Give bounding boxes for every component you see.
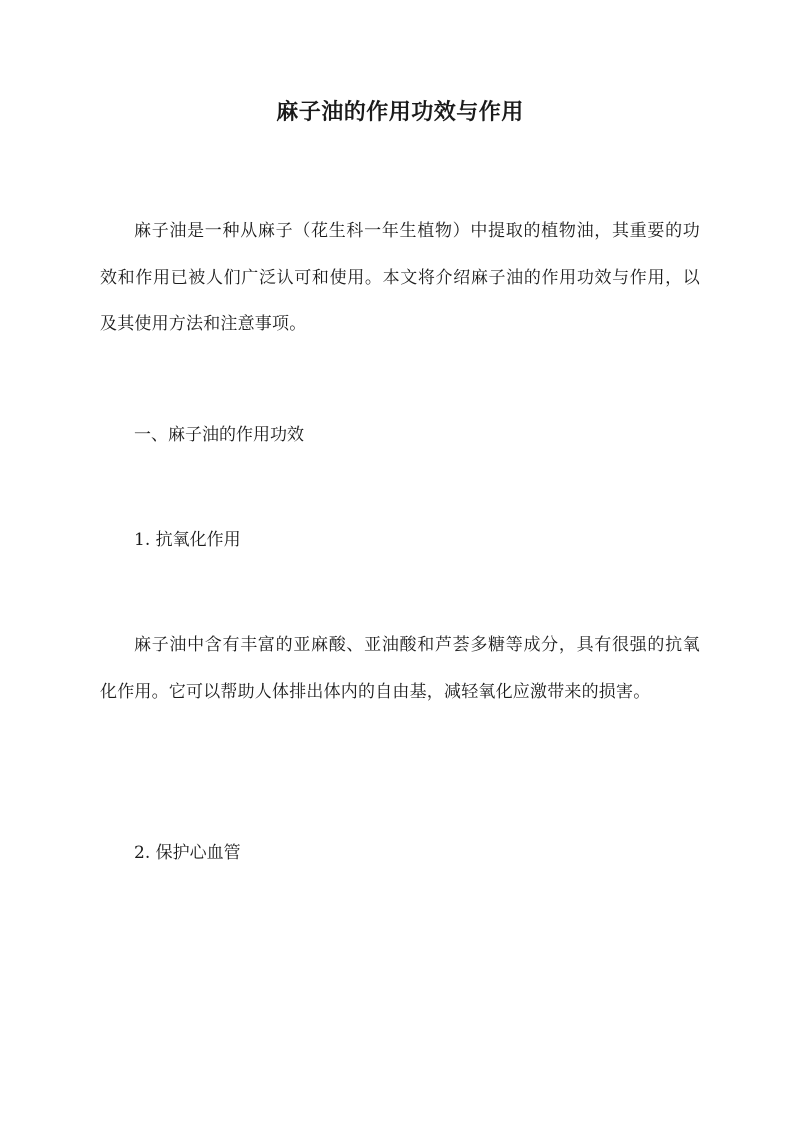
document-title: 麻子油的作用功效与作用 — [276, 99, 524, 125]
antioxidant-paragraph: 麻子油中含有丰富的亚麻酸、亚油酸和芦荟多糖等成分，具有很强的抗氧化作用。它可以帮助人体排出体内的自由基，减轻氧化应激带来的损害。 — [100, 635, 700, 702]
item-heading-antioxidant: 1. 抗氧化作用 — [134, 530, 241, 550]
item-heading-cardiovascular: 2. 保护心血管 — [134, 843, 241, 863]
intro-paragraph: 麻子油是一种从麻子（花生科一年生植物）中提取的植物油，其重要的功效和作用已被人们广泛认可和使用。本文将介绍麻子油的作用功效与作用，以及其使用方法和注意事项。 — [100, 221, 700, 334]
section-heading-effects: 一、麻子油的作用功效 — [134, 425, 304, 445]
